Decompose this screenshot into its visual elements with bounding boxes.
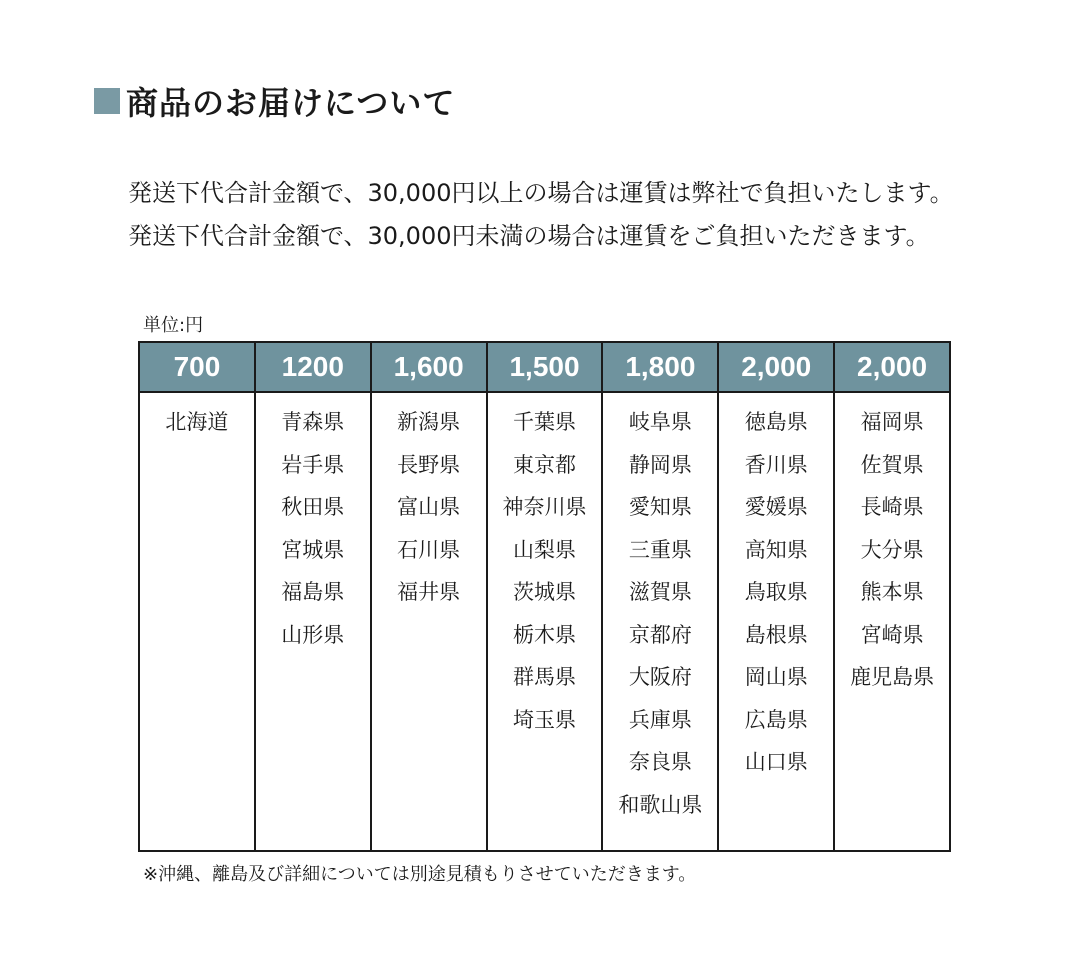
- prefecture-item: 福岡県: [860, 410, 924, 434]
- price-column: [256, 343, 372, 850]
- prefecture-item: 愛知県: [628, 495, 692, 519]
- intro-text: [128, 172, 954, 258]
- prefecture-list: [488, 393, 602, 850]
- prefecture-item: 徳島県: [744, 410, 808, 434]
- prefecture-item: 神奈川県: [502, 495, 587, 519]
- intro-line: 発送下代合計金額で、30,000円以上の場合は運賃は弊社で負担いたします。: [128, 179, 954, 207]
- prefecture-item: 愛媛県: [744, 495, 808, 519]
- unit-label: 単位:円: [143, 315, 204, 336]
- prefecture-item: 大分県: [860, 537, 924, 562]
- intro-line: 発送下代合計金額で、30,000円未満の場合は運賃をご負担いただきます。: [128, 222, 930, 250]
- prefecture-item: 大阪府: [628, 665, 692, 689]
- prefecture-list: [719, 393, 833, 850]
- prefecture-item: 青森県: [281, 410, 345, 434]
- price-column: [140, 343, 256, 850]
- prefecture-item: 広島県: [744, 707, 808, 732]
- price-column: [603, 343, 719, 850]
- price-header: 1,800: [603, 343, 717, 393]
- prefecture-item: 富山県: [397, 495, 461, 519]
- footnote: ※沖縄、離島及び詳細については別途見積もりさせていただきます。: [143, 864, 697, 885]
- price-header: 700: [140, 343, 254, 393]
- prefecture-item: 北海道: [165, 410, 229, 434]
- prefecture-item: 長崎県: [860, 495, 924, 519]
- price-column: [719, 343, 835, 850]
- price-header: 1,600: [372, 343, 486, 393]
- price-column: [488, 343, 604, 850]
- prefecture-list: [372, 393, 486, 850]
- prefecture-item: 山梨県: [513, 537, 576, 562]
- prefecture-item: 石川県: [397, 537, 461, 562]
- prefecture-list: [835, 393, 949, 850]
- prefecture-item: 岩手県: [281, 452, 345, 477]
- prefecture-item: 滋賀県: [628, 580, 692, 604]
- prefecture-item: 新潟県: [397, 410, 461, 434]
- square-bullet-icon: [94, 88, 120, 114]
- price-column: [835, 343, 949, 850]
- prefecture-item: 福島県: [281, 580, 345, 604]
- prefecture-item: 茨城県: [513, 580, 576, 604]
- prefecture-item: 千葉県: [513, 410, 576, 434]
- prefecture-item: 三重県: [628, 537, 692, 562]
- prefecture-item: 埼玉県: [513, 707, 576, 732]
- price-header: 2,000: [719, 343, 833, 393]
- prefecture-item: 宮崎県: [860, 622, 924, 647]
- price-header: 2,000: [835, 343, 949, 393]
- prefecture-item: 鹿児島県: [850, 665, 935, 689]
- page-title-text: 商品のお届けについて: [126, 84, 456, 122]
- prefecture-item: 群馬県: [513, 665, 576, 689]
- price-header: 1,500: [488, 343, 602, 393]
- prefecture-item: 宮城県: [281, 537, 345, 562]
- shipping-fee-table: [138, 341, 951, 852]
- prefecture-item: 佐賀県: [860, 452, 924, 477]
- prefecture-list: [140, 393, 254, 850]
- prefecture-item: 静岡県: [628, 452, 692, 477]
- prefecture-list: [603, 393, 717, 850]
- prefecture-item: 秋田県: [281, 495, 345, 519]
- prefecture-item: 岐阜県: [628, 410, 692, 434]
- prefecture-list: [256, 393, 370, 850]
- prefecture-item: 京都府: [628, 622, 692, 647]
- prefecture-item: 山口県: [744, 750, 808, 774]
- price-header: 1200: [256, 343, 370, 393]
- prefecture-item: 東京都: [513, 452, 576, 477]
- prefecture-item: 兵庫県: [628, 707, 692, 732]
- prefecture-item: 和歌山県: [618, 792, 703, 817]
- prefecture-item: 鳥取県: [744, 580, 808, 604]
- price-column: [372, 343, 488, 850]
- prefecture-item: 栃木県: [513, 622, 576, 647]
- prefecture-item: 岡山県: [744, 665, 808, 689]
- prefecture-item: 熊本県: [860, 580, 924, 604]
- prefecture-item: 福井県: [397, 580, 461, 604]
- page-title: [94, 78, 455, 124]
- prefecture-item: 山形県: [281, 622, 345, 647]
- prefecture-item: 香川県: [744, 452, 808, 477]
- prefecture-item: 島根県: [744, 622, 808, 647]
- prefecture-item: 高知県: [744, 537, 808, 562]
- prefecture-item: 長野県: [397, 452, 461, 477]
- prefecture-item: 奈良県: [628, 750, 692, 774]
